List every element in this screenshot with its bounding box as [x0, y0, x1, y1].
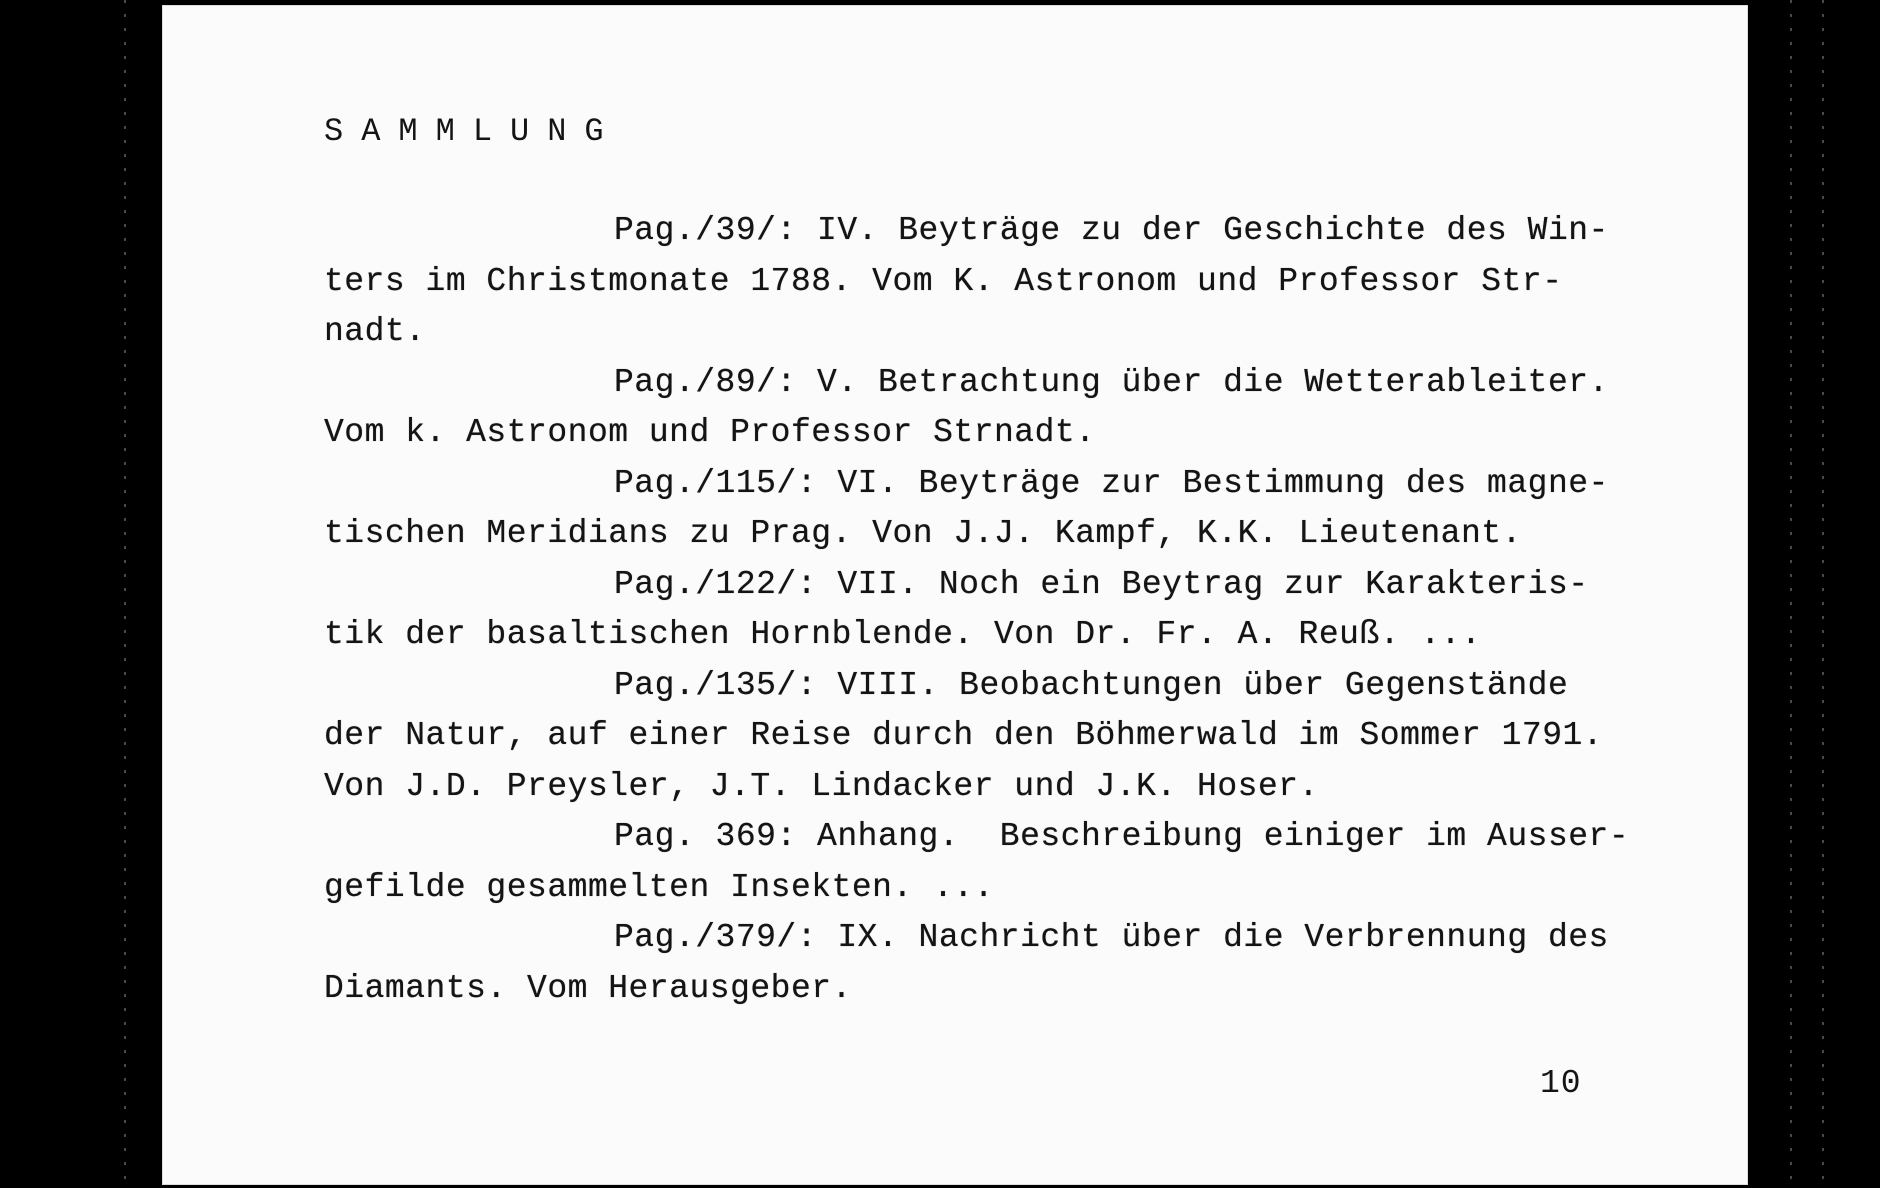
text-line: Pag./89/: V. Betrachtung über die Wetterableiter.: [614, 363, 1609, 401]
scan-edge-right-outer: [1822, 0, 1824, 1188]
page-number: 10: [1540, 1065, 1582, 1102]
text-line: Vom k. Astronom und Professor Strnadt.: [324, 414, 1096, 451]
text-line: tik der basaltischen Hornblende. Von Dr. Fr. A. Reuß. ...: [324, 616, 1482, 653]
text-line: Pag. 369: Anhang. Beschreibung einiger im Ausser-: [614, 818, 1630, 855]
text-line: Pag./115/: VI. Beyträge zur Bestimmung des magne-: [614, 464, 1609, 502]
page-heading: SAMMLUNG: [324, 113, 622, 150]
text-line: gefilde gesammelten Insekten. ...: [324, 868, 995, 906]
text-line: Pag./122/: VII. Noch ein Beytrag zur Karakteris-: [614, 565, 1589, 603]
entries-list: [324, 206, 1644, 1014]
text-line: Diamants. Vom Herausgeber.: [324, 969, 852, 1007]
scan-edge-left: [124, 0, 126, 1188]
document-page: [162, 5, 1748, 1185]
scan-edge-right: [1790, 0, 1792, 1188]
text-line: Pag./135/: VIII. Beobachtungen über Gegenstände: [614, 666, 1569, 704]
text-line: tischen Meridians zu Prag. Von J.J. Kampf, K.K. Lieutenant.: [324, 515, 1522, 552]
text-line: Von J.D. Preysler, J.T. Lindacker und J.K. Hoser.: [324, 767, 1319, 805]
text-line: ters im Christmonate 1788. Vom K. Astronom und Professor Str-: [324, 262, 1563, 300]
text-line: Pag./379/: IX. Nachricht über die Verbrennung des: [614, 919, 1609, 956]
text-line: der Natur, auf einer Reise durch den Böhmerwald im Sommer 1791.: [324, 717, 1604, 754]
text-line: nadt.: [324, 313, 426, 350]
text-line: Pag./39/: IV. Beyträge zu der Geschichte des Win-: [614, 212, 1609, 249]
